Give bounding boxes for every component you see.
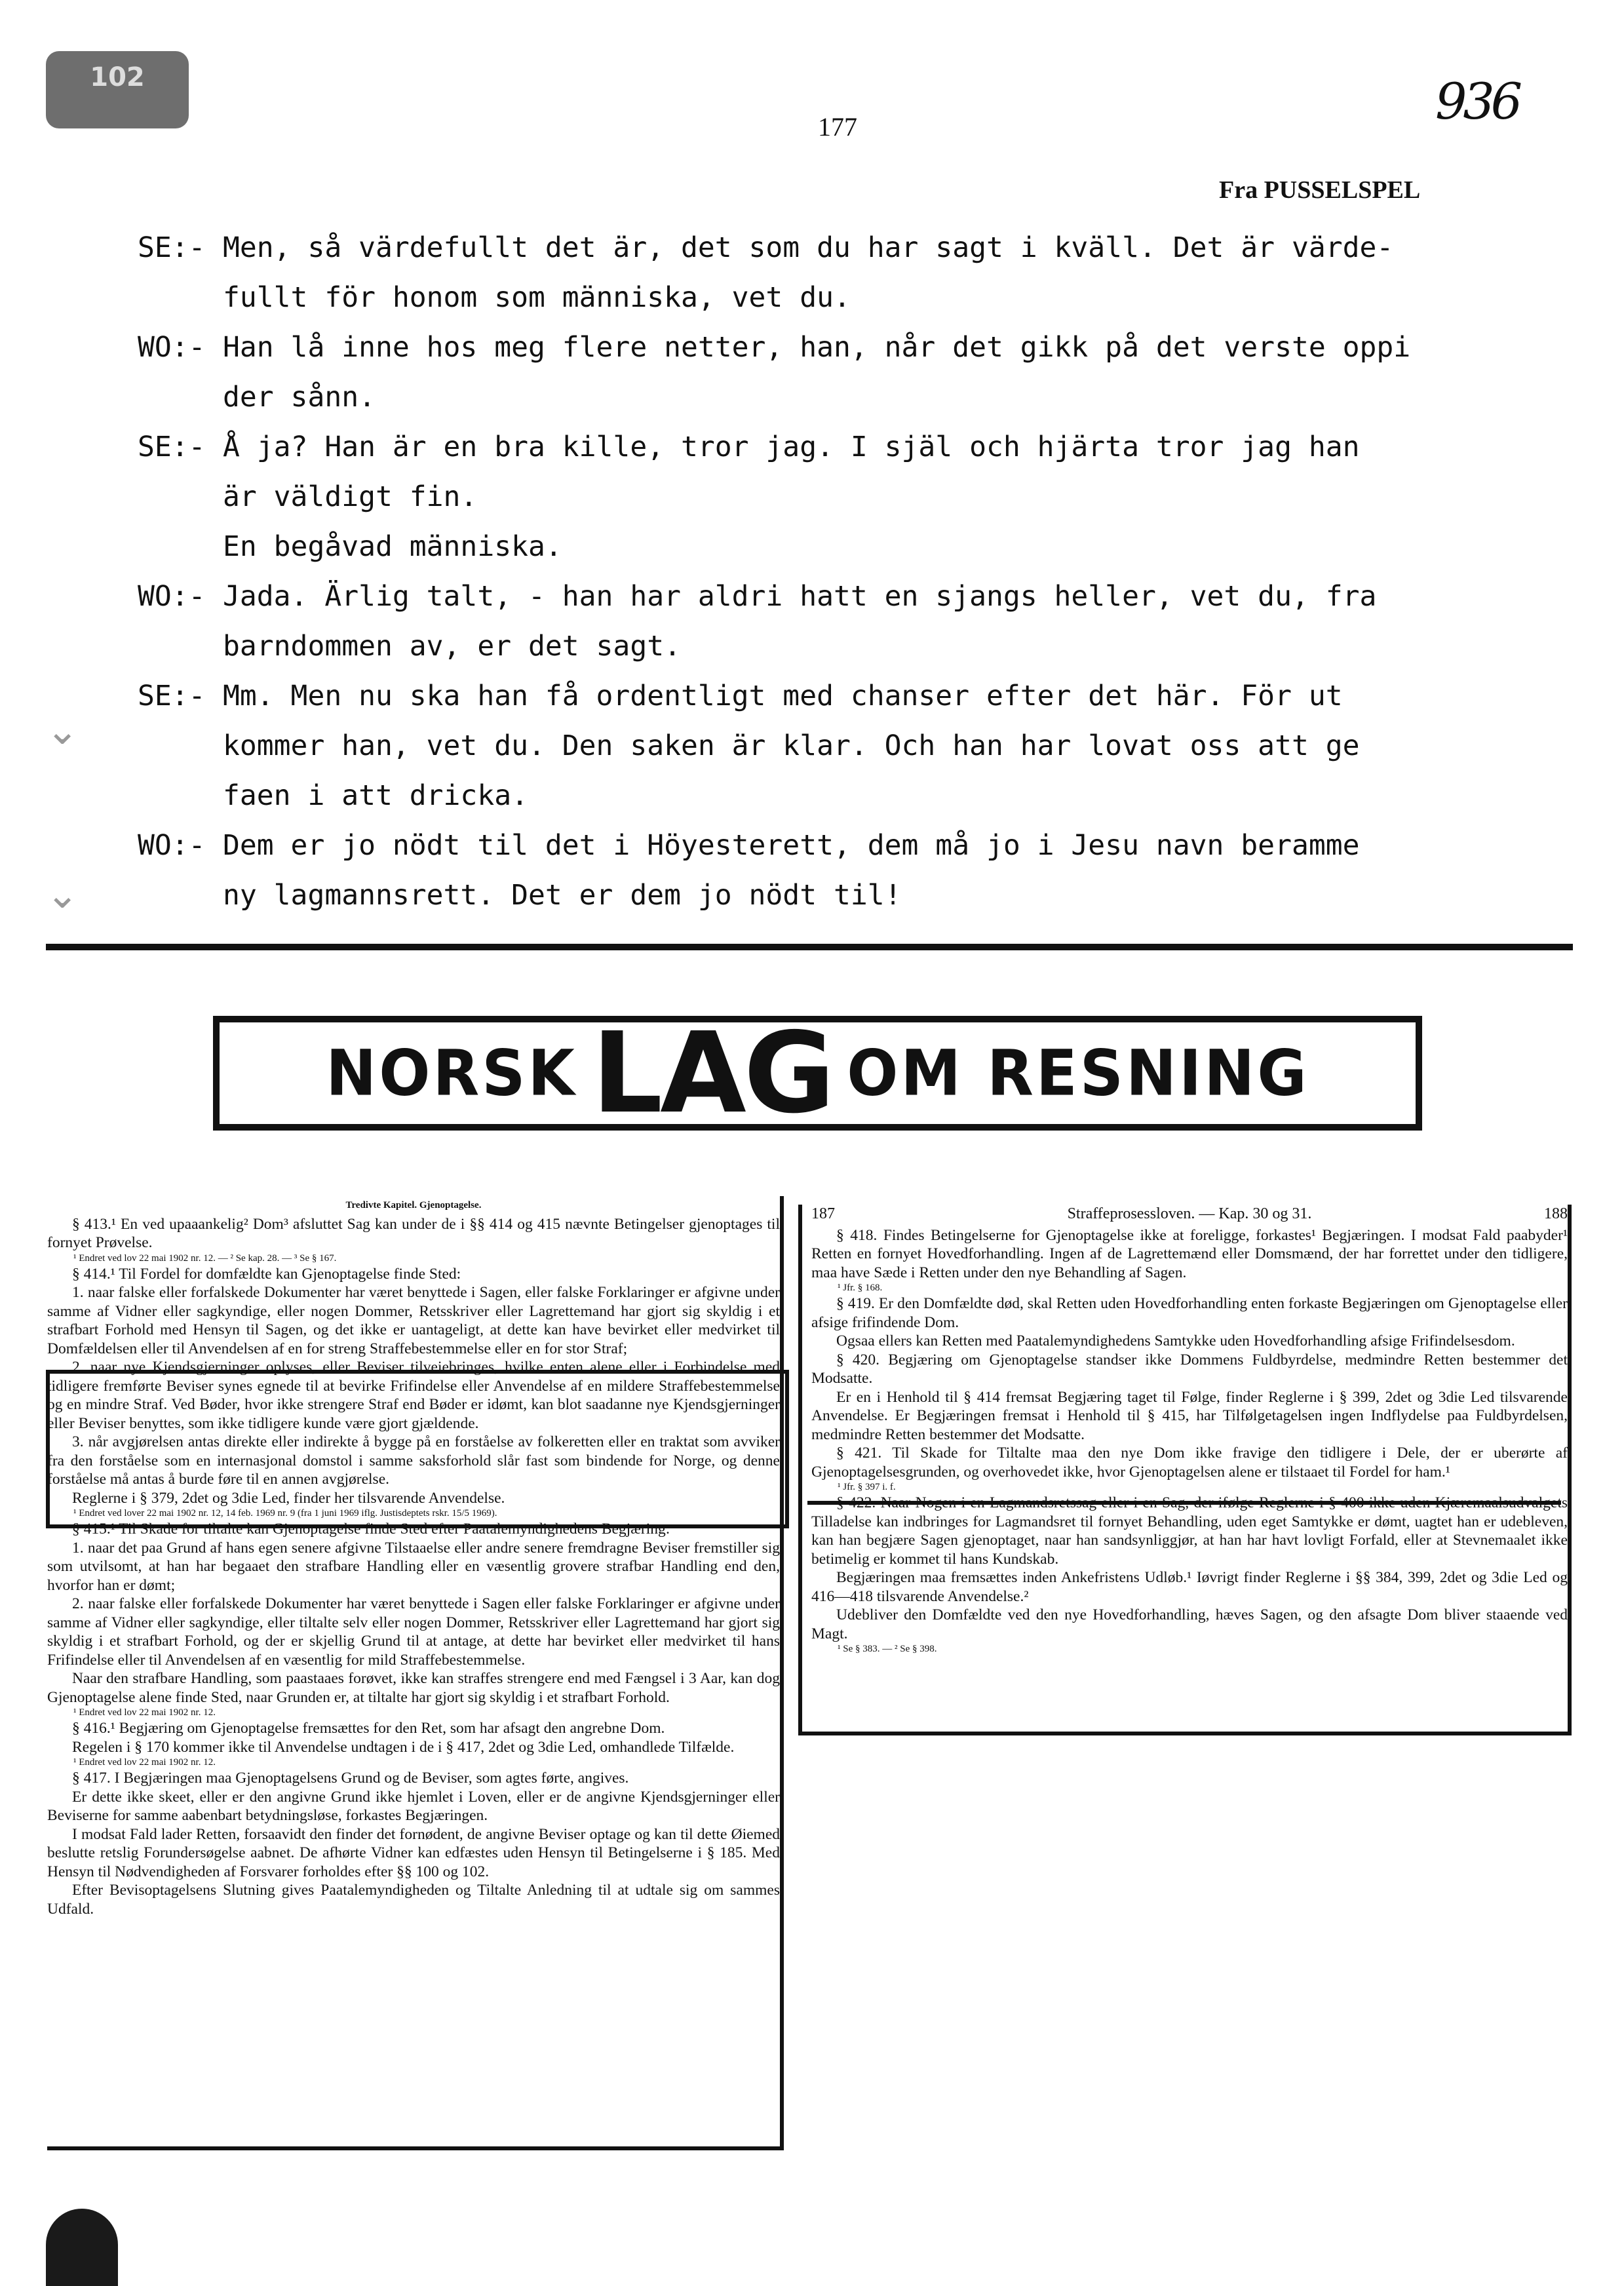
law-paragraph: 3. når avgjørelsen antas direkte eller indirekte å bygge på en forståelse av folkeretten eller en traktat som avviker fra den forståelse som en internasjonal domstol i samme saksforhold slår fast som bindende for Norge, og denne forståelse må antas å burde føre til en annen avgjørelse. [47, 1433, 780, 1488]
source-label: Fra PUSSELSPEL [1219, 176, 1421, 204]
footnote: ¹ Jfr. § 397 i. f. [838, 1482, 896, 1492]
dialogue-text: Men, så värdefullt det är, det som du har sagt i kväll. Det är värde- [223, 231, 1394, 264]
speaker-label: SE:- [138, 431, 206, 463]
left-column-text [47, 1215, 780, 1919]
dialogue-text: barndommen av, er det sagt. [223, 630, 681, 663]
dialogue-line [138, 671, 1448, 721]
check-mark: ⌄ [46, 873, 79, 916]
law-paragraph: § 420. Begjæring om Gjenoptagelse standser ikke Dommens Fuldbyrdelse, medmindre Retten bestemmer det Modsatte. [811, 1351, 1568, 1387]
footnote: ¹ Endret ved lov 22 mai 1902 nr. 12. [73, 1707, 216, 1718]
law-paragraph: Begjæringen maa fremsættes inden Ankefristens Udløb.¹ Iøvrigt finder Reglerne i §§ 384, 399, 2det og 3die Led og 416—418 tilsvarende Anvendelse.² [811, 1569, 1568, 1605]
law-paragraph: I modsat Fald lader Retten, forsaavidt den finder det fornødent, de angivne Beviser optage og kan til dette Øiemed beslutte retslig Forundersøgelse aabnet. De afhørte Vidner kan edfæstes uden Hensyn til Betingelserne i § 185. Med Hensyn til Nødvendigheden af Forsvarer forholdes efter §§ 100 og 102. [47, 1825, 780, 1880]
dialogue-text: ny lagmannsrett. Det er dem jo nödt til! [223, 879, 902, 912]
check-mark: ⌄ [46, 709, 79, 752]
dialogue-text: Jada. Ärlig talt, - han har aldri hatt en sjangs heller, vet du, fra [223, 580, 1377, 613]
page-stamp: 102 [46, 51, 189, 128]
dialogue-line [138, 721, 1448, 771]
dialogue-text: der sånn. [223, 381, 376, 414]
dialogue-line [138, 821, 1448, 870]
dialogue-text: En begåvad människa. [223, 530, 562, 563]
dialogue-line [138, 422, 1448, 472]
dialogue-text: fullt för honom som människa, vet du. [223, 281, 851, 314]
law-paragraph: Er en i Henhold til § 414 fremsat Begjæring taget til Følge, finder Reglerne i § 399, 2det og 3die Led tilsvarende Anvendelse. Er Begjæringen fremsat i Henhold til § 415, har Tilfølgetagelsen ingen Indflydelse paa Fuldbyrdelsen, medmindre Retten bestemmer det Modsatte. [811, 1388, 1568, 1443]
dialogue-text: är väldigt fin. [223, 480, 478, 513]
law-paragraph: 1. naar falske eller forfalskede Dokumenter har været benyttede i Sagen, eller falske Forklaringer er afgivne under samme af Vidner eller sagkyndige, eller nogen Dommer, Retsskriver eller Lagrettemand har gjort sig skyldig i et strafbart Forhold med Hensyn til Sagen, og det ikke er uantageligt, at dette kan have bevirket eller medvirket til Domfældelsen eller til Anvendelsen af en for streng Straffebestemmelse eller en for stor Straf; [47, 1284, 780, 1357]
law-paragraph: § 416.¹ Begjæring om Gjenoptagelse fremsættes for den Ret, som har afsagt den angrebne Dom. [72, 1720, 665, 1737]
dialogue-line [138, 322, 1448, 372]
section-divider [46, 944, 1573, 950]
law-paragraph: § 418. Findes Betingelserne for Gjenoptagelse ikke at foreligge, forkastes¹ Begjæringen. I modsat Fald paabyder¹ Retten en fornyet Hovedforhandling. Ingen af de Lagrettemænd eller Domsmænd, der har forrettet under den tidligere, maa have Sæde i Retten under den nye Behandling af Sagen. [811, 1226, 1568, 1281]
page-left-number: 187 [811, 1205, 835, 1222]
dialogue-line [138, 472, 1448, 522]
law-column-right [798, 1205, 1572, 1735]
running-title: Straffeprosessloven. — Kap. 30 og 31. [1067, 1205, 1312, 1222]
footnote: ¹ Endret ved lov 22 mai 1902 nr. 12. [73, 1757, 216, 1768]
law-paragraph: § 415.¹ Til Skade for tiltalte kan Gjenoptagelse finde Sted efter Paatalemyndighedens Begjæring: [72, 1521, 670, 1538]
dialogue-line [138, 771, 1448, 821]
law-paragraph: § 421. Til Skade for Tiltalte maa den nye Dom ikke fravige den tidligere i Dele, der er uberørte af Gjenoptagelsesgrunden, og overhovedet ikke, hvor Gjenoptagelsen alene er tilstaaet til Fordel for ham.¹ [811, 1444, 1568, 1481]
page-right-number: 188 [1544, 1205, 1568, 1222]
dialogue-line [138, 223, 1448, 273]
banner-big: LAG [591, 1008, 833, 1138]
law-column-left [47, 1196, 784, 2150]
speaker-label: SE:- [138, 231, 206, 264]
handwritten-number: 936 [1435, 72, 1519, 130]
banner-left: NORSK [326, 1036, 577, 1110]
law-paragraph: § 422. Naar Nogen i en Lagmandsretssag eller i en Sag, der ifølge Reglerne i § 400 ikke uden Kjæremaalsudvalgets Tilladelse kan indbringes for Lagmandsret til fornyet Behandling, uden eget Samtykke er dømt, uagtet han er udebleven, kan han begjære Sagen gjenoptaget, naar han sandsynliggjør, at han har havt lovligt Forfald, eller at Stevnemaalet ikke betimelig er kommet til hans Kundskab. [811, 1494, 1568, 1568]
dialogue-line [138, 572, 1448, 621]
law-paragraph: Reglerne i § 379, 2det og 3die Led, finder her tilsvarende Anvendelse. [72, 1489, 505, 1507]
running-header [811, 1205, 1568, 1224]
dialogue-text: Han lå inne hos meg flere netter, han, når det gikk på det verste oppi [223, 331, 1411, 364]
law-paragraph: Efter Bevisoptagelsens Slutning gives Paatalemyndigheden og Tiltalte Anledning til at udtale sig om sammes Udfald. [47, 1882, 780, 1918]
law-paragraph: § 414.¹ Til Fordel for domfældte kan Gjenoptagelse finde Sted: [72, 1265, 461, 1283]
dialogue-text: Å ja? Han är en bra kille, tror jag. I själ och hjärta tror jag han [223, 431, 1360, 463]
law-paragraph: § 419. Er den Domfældte død, skal Retten uden Hovedforhandling enten forkaste Begjæringen om Gjenoptagelse eller afsige frifindende Dom. [811, 1295, 1568, 1331]
law-paragraph: Udebliver den Domfældte ved den nye Hovedforhandling, hæves Sagen, og den afsagte Dom bliver staaende ved Magt. [811, 1606, 1568, 1642]
chapter-heading: Tredivte Kapitel. Gjenoptagelse. [345, 1200, 482, 1211]
dialogue-text: Mm. Men nu ska han få ordentligt med chanser efter det här. För ut [223, 680, 1343, 712]
footnote: ¹ Jfr. § 168. [838, 1283, 883, 1293]
dialogue-text: kommer han, vet du. Den saken är klar. Och han har lovat oss att ge [223, 729, 1360, 762]
speaker-label: WO:- [138, 829, 206, 862]
dialogue-line [138, 870, 1448, 920]
speaker-label: WO:- [138, 331, 206, 364]
dialogue-line [138, 621, 1448, 671]
law-paragraph: Ogsaa ellers kan Retten med Paatalemyndighedens Samtykke uden Hovedforhandling afsige Frifindelsesdom. [836, 1332, 1515, 1349]
dialogue-text: faen i att dricka. [223, 779, 528, 812]
law-paragraph: § 413.¹ En ved upaaankelig² Dom³ afsluttet Sag kan under de i §§ 414 og 415 nævnte Betingelser gjenoptages til fornyet Prøvelse. [47, 1215, 780, 1251]
law-paragraph: Regelen i § 170 kommer ikke til Anvendelse undtagen i de i § 417, 2det og 3die Led, omhandlede Tilfælde. [72, 1738, 735, 1756]
scan-blot [46, 2209, 118, 2286]
dialogue-text: Dem er jo nödt til det i Höyesterett, dem må jo i Jesu navn beramme [223, 829, 1360, 862]
dialogue-transcript [138, 223, 1448, 920]
footnote: ¹ Se § 383. — ² Se § 398. [838, 1644, 937, 1654]
banner-right: OM RESNING [847, 1036, 1309, 1110]
footnote: ¹ Endret ved lover 22 mai 1902 nr. 12, 14 feb. 1969 nr. 9 (fra 1 juni 1969 iflg. Justisdeptets rskr. 15/5 1969). [73, 1508, 497, 1519]
dialogue-line [138, 522, 1448, 572]
speaker-label: WO:- [138, 580, 206, 613]
page-number: 177 [818, 112, 857, 142]
dialogue-line [138, 372, 1448, 422]
footnote: ¹ Endret ved lov 22 mai 1902 nr. 12. — ² Se kap. 28. — ³ Se § 167. [73, 1252, 337, 1264]
right-column-text [811, 1226, 1568, 1656]
headline-banner [213, 1008, 1422, 1138]
law-paragraph: 2. naar nye Kjendsgjerninger oplyses, eller Beviser tilveiebringes, hvilke enten alene eller i Forbindelse med tidligere fremførte Beviser synes egnede til at bevirke Frifindelse eller Anvendelse af en mildere Straffebestemmelse og en mindre Straf. Ved Bøder, hvor ikke strengere Straf end Bøder er idømt, kan blot saadanne nye Kjendsgjerninger eller Beviser benyttes, som ikke tidligere kunde være gjort gjældende. [47, 1359, 780, 1432]
law-paragraph: 2. naar falske eller forfalskede Dokumenter har været benyttede i Sagen eller falske Forklaringer er afgivne under samme af Vidner eller sagkyndige, eller tiltalte selv eller nogen Dommer, Retsskriver eller Lagrettemand har gjort sig skyldig i et strafbart Forhold, og der er skjellig Grund til at antage, at dette har bevirket eller medvirket til hans Frifindelse eller til Anvendelsen af en væsentlig for mild Straffebestemmelse. [47, 1595, 780, 1669]
dialogue-line [138, 273, 1448, 322]
speaker-label: SE:- [138, 680, 206, 712]
law-paragraph: § 417. I Begjæringen maa Gjenoptagelsens Grund og de Beviser, som agtes førte, angives. [72, 1770, 629, 1787]
law-paragraph: Naar den strafbare Handling, som paastaaes forøvet, ikke kan straffes strengere end med Fængsel i 3 Aar, kan dog Gjenoptagelse alene finde Sted, naar Grunden er, at tiltalte har gjort sig skyldig i et strafbart Forhold. [47, 1670, 780, 1706]
law-paragraph: Er dette ikke skeet, eller er den angivne Grund ikke hjemlet i Loven, eller er de angivne Kjendsgjerninger eller Beviserne for samme aabenbart betydningsløse, forkastes Begjæringen. [47, 1788, 780, 1824]
law-paragraph: 1. naar det paa Grund af hans egen senere afgivne Tilstaaelse eller andre senere fremdragne Beviser fremstiller sig som utvilsomt, at han har begaaet den strafbare Handling eller en væsentlig grovere strafbar Handling end den, hvorfor han er dømt; [47, 1539, 780, 1594]
